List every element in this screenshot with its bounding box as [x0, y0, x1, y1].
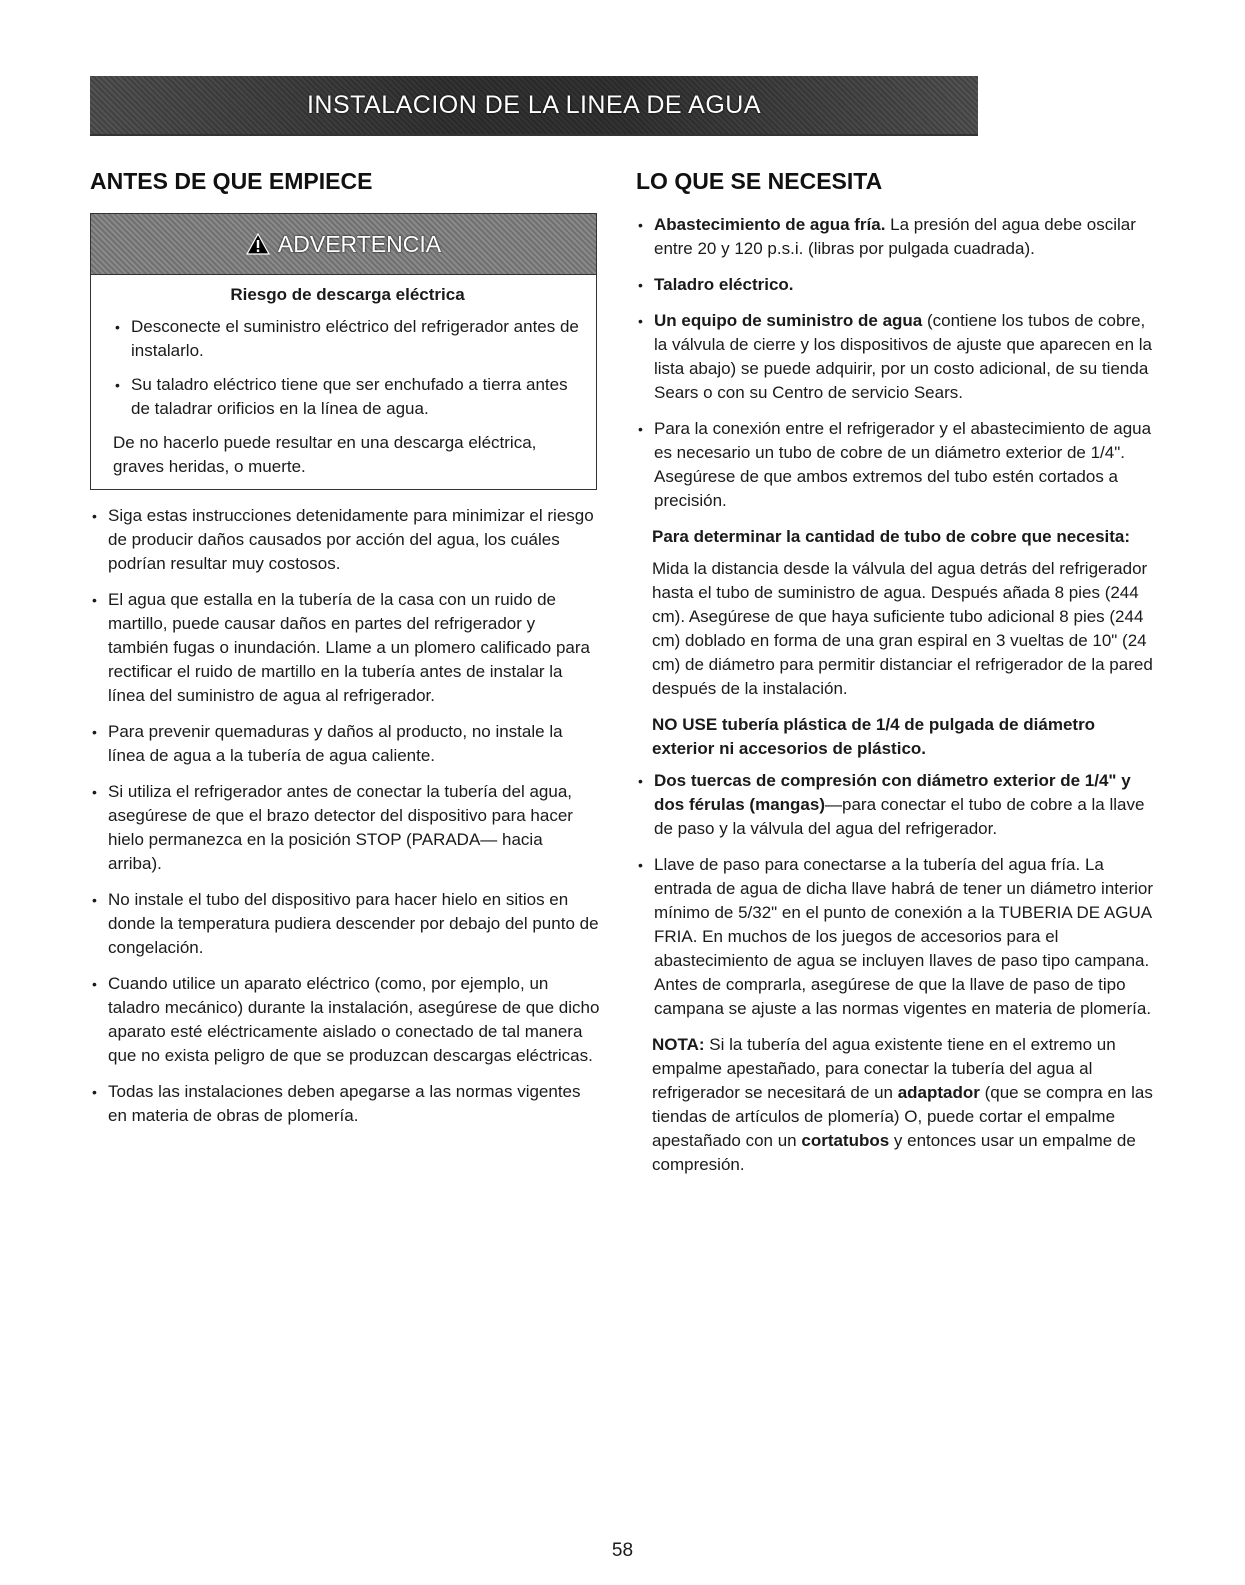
list-item	[636, 213, 1161, 261]
list-item: • No instale el tubo del dispositivo para hacer hielo en sitios en donde la temperatura pudiera descender por debajo del punto de congelación.	[90, 888, 600, 960]
item-text: Para la conexión entre el refrigerador y el abastecimiento de agua es necesario un tubo de cobre de un diámetro exterior de 1/4". Asegúrese de que ambos extremos del tubo estén cortados a precisión.	[654, 419, 1152, 510]
list-item: • El agua que estalla en la tubería de la casa con un ruido de martillo, puede causar daños en partes del refrigerador y también fugas o inundación. Llame a un plomero calificado para rectificar el ruido de martillo en la tubería antes de instalar la línea del suministro de agua al refrigerador.	[90, 588, 600, 708]
warning-title: ADVERTENCIA	[277, 230, 442, 257]
copper-tube-paragraph: Mida la distancia desde la válvula del agua detrás del refrigerador hasta el tubo de suministro de agua. Después añada 8 pies (244 cm). Asegúrese de que haya suficiente tubo adicional 8 pies (244 cm) doblado en forma de una gran espiral en 3 vueltas de 10" (24 cm) de diámetro para permitir distanciar el refrigerador de la pared después de la instalación.	[652, 559, 1153, 698]
right-heading: LO QUE SE NECESITA	[636, 168, 883, 194]
left-heading: ANTES DE QUE EMPIECE	[90, 168, 373, 194]
note-bold: cortatubos	[801, 1131, 890, 1150]
item-bold-text: Abastecimiento de agua fría.	[654, 215, 886, 234]
warning-header	[91, 214, 596, 275]
right-column	[636, 168, 1161, 1189]
list-item	[636, 769, 1161, 841]
warning-box	[90, 213, 597, 490]
list-item	[636, 309, 1161, 405]
list-item	[636, 273, 1161, 297]
warning-footer: De no hacerlo puede resultar en una descarga eléctrica, graves heridas, o muerte.	[113, 433, 537, 476]
warning-body	[91, 275, 596, 489]
warning-item: • Su taladro eléctrico tiene que ser enchufado a tierra antes de taladrar orificios en la línea de agua.	[113, 373, 582, 421]
list-item: • Si utiliza el refrigerador antes de conectar la tubería del agua, asegúrese de que el brazo detector del dispositivo para hacer hielo permanezca en la posición STOP (PARADA— hacia arriba).	[90, 780, 600, 876]
list-item	[636, 853, 1161, 1021]
item-text: Llave de paso para conectarse a la tubería del agua fría. La entrada de agua de dicha llave habrá de tener un diámetro interior mínimo de 5/32" en el punto de conexión a la TUBERIA DE AGUA FRIA. En muchos de los juegos de accesorios para el abastecimiento de agua se incluyen llaves de paso tipo campana. Antes de comprarla, asegúrese de que la llave de paso de tipo campana se ajuste a las normas vigentes en materia de plomería.	[654, 855, 1154, 1018]
item-bold-text: Un equipo de suministro de agua	[654, 311, 923, 330]
copper-tube-subheading: Para determinar la cantidad de tubo de cobre que necesita:	[652, 527, 1131, 546]
note-bold: adaptador	[897, 1083, 980, 1102]
warning-list	[113, 315, 582, 421]
warning-item: • Desconecte el suministro eléctrico del refrigerador antes de instalarlo.	[113, 315, 582, 363]
list-item	[636, 417, 1161, 513]
left-column	[90, 168, 600, 1140]
note-text: y entonces usar un empalme de compresión.	[652, 1131, 1136, 1174]
page-number: 58	[611, 1540, 634, 1561]
no-plastic-warning: NO USE tubería plástica de 1/4 de pulgada de diámetro exterior ni accesorios de plástico.	[652, 715, 1096, 758]
right-bullet-list-2	[636, 769, 1161, 1021]
item-text: La presión del agua debe oscilar entre 20 y 120 p.s.i. (libras por pulgada cuadrada).	[654, 215, 1136, 258]
left-bullet-list	[90, 504, 600, 1128]
section-title: INSTALACION DE LA LINEA DE AGUA	[306, 90, 762, 119]
list-item: • Siga estas instrucciones detenidamente para minimizar el riesgo de producir daños causados por acción del agua, los cuáles podrían resultar muy costosos.	[90, 504, 600, 576]
note-text: (que se compra en las tiendas de artículos de plomería) O, puede cortar el empalme apestañado con un	[652, 1083, 1153, 1150]
right-bullet-list	[636, 213, 1161, 513]
item-bold-text: Taladro eléctrico.	[654, 275, 794, 294]
item-bold-text: Dos tuercas de compresión con diámetro exterior de 1/4" y dos férulas (mangas)	[654, 771, 1131, 814]
warning-subtitle: Riesgo de descarga eléctrica	[230, 285, 465, 304]
list-item: • Cuando utilice un aparato eléctrico (como, por ejemplo, un taladro mecánico) durante la instalación, asegúrese de que dicho aparato esté eléctricamente aislado o conectado de tal manera que no exista peligro de que se produzcan descargas eléctricas.	[90, 972, 600, 1068]
item-text: —para conectar el tubo de cobre a la llave de paso y la válvula del agua del refrigerador.	[654, 795, 1145, 838]
note-paragraph	[652, 1033, 1161, 1177]
note-label: NOTA:	[652, 1035, 705, 1054]
note-text: Si la tubería del agua existente tiene en el extremo un empalme apestañado, para conectar la tubería del agua al refrigerador se necesitará de un	[652, 1035, 1116, 1102]
warning-triangle-icon	[246, 233, 270, 255]
section-banner	[90, 76, 978, 136]
item-text: (contiene los tubos de cobre, la válvula de cierre y los dispositivos de ajuste que aparecen en la lista abajo) se puede adquirir, por un costo adicional, de su tienda Sears o con su Centro de servicio Sears.	[654, 311, 1153, 402]
list-item: • Todas las instalaciones deben apegarse a las normas vigentes en materia de obras de plomería.	[90, 1080, 600, 1128]
list-item: • Para prevenir quemaduras y daños al producto, no instale la línea de agua a la tubería de agua caliente.	[90, 720, 600, 768]
